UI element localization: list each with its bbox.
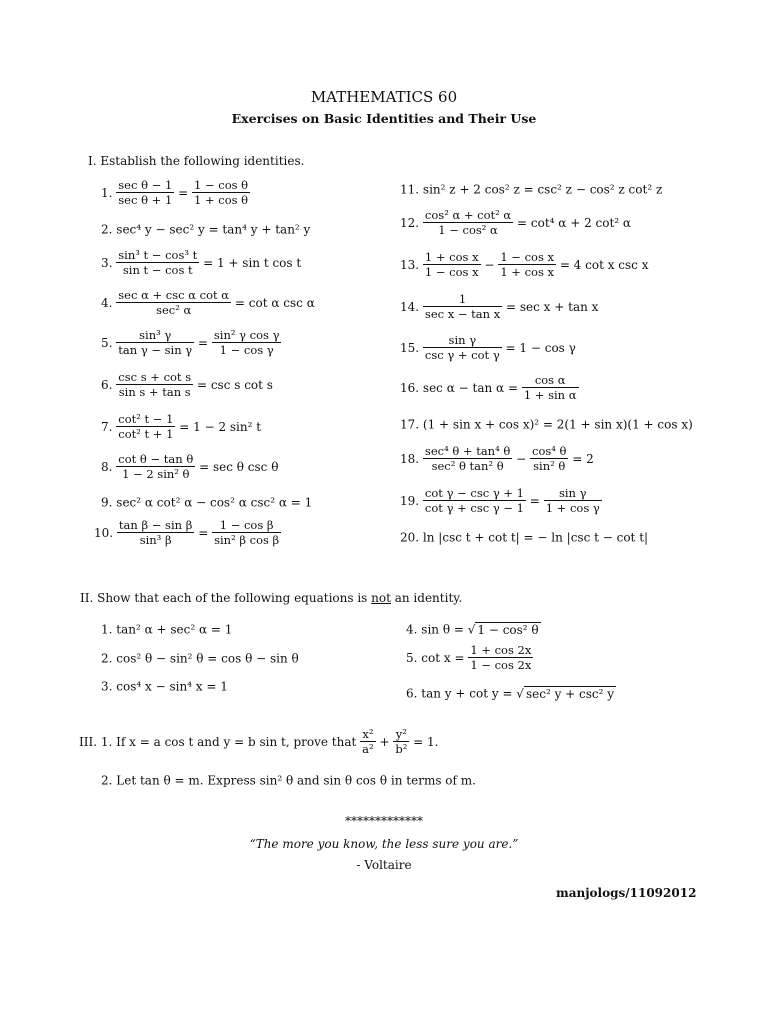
identity-11: 11. sin² z + 2 cos² z = csc² z − cos² z cot² z <box>400 182 663 197</box>
document-tag: manjologs/11092012 <box>556 886 697 900</box>
identity-7: 7. $\frac{\text{cot² t − 1}}{\text{cot² t + 1}}$ = 1 − 2 sin² t <box>101 412 262 442</box>
identity-13: 13. $\frac{\text{1 + cos x}}{\text{1 − cos x}}$ − $\frac{\text{1 − cos x}}{\text{1 + cos x}}$ = 4 cot x csc x <box>400 250 649 280</box>
separator-stars: ************* <box>345 814 423 828</box>
identity-20: 20. ln |csc t + cot t| = − ln |csc t − cot t| <box>400 530 649 545</box>
identity-15: 15. $\frac{\text{sin γ}}{\text{csc γ + cot γ}}$ = 1 − cos γ <box>400 333 576 363</box>
section-3-item-2: 2. Let tan θ = m. Express sin² θ and sin θ cos θ in terms of m. <box>101 773 476 788</box>
non-identity-5: 5. cot x = $\frac{1 + \cos 2x}{1 - \cos 2x}$ <box>406 643 532 673</box>
identity-16: 16. sec α − tan α = $\frac{\text{cos α}}{\text{1 + sin α}}$ <box>400 373 577 403</box>
identity-9: 9. sec² α cot² α − cos² α csc² α = 1 <box>101 495 313 510</box>
identity-17: 17. (1 + sin x + cos x)² = 2(1 + sin x)(1 + cos x) <box>400 417 693 432</box>
identity-6: 6. $\frac{\text{csc s + cot s}}{\text{sin s + tan s}}$ = csc s cot s <box>101 370 273 400</box>
page-title: MATHEMATICS 60 <box>310 88 458 106</box>
not-emphasis: not <box>371 591 391 605</box>
identity-5: 5. $\frac{\text{sin³ γ}}{\text{tan γ − sin γ}}$ = $\frac{\text{sin² γ cos γ}}{\text{1 − cos γ}}$ <box>101 328 280 358</box>
non-identity-4: 4. sin θ = √ 1 − cos² θ <box>406 622 539 637</box>
identity-12: 12. $\frac{\text{cos² α + cot² α}}{\text{1 − cos² α}}$ = cot⁴ α + 2 cot² α <box>400 208 632 238</box>
non-identity-2: 2. cos² θ − sin² θ = cos θ − sin θ <box>101 651 299 666</box>
identity-10: 10. $\frac{\text{tan β − sin β}}{\text{sin³ β}}$ = $\frac{\text{1 − cos β}}{\text{sin² β cos β}}$ <box>94 518 280 548</box>
identity-19: 19. $\frac{\text{cot γ − csc γ + 1}}{\text{cot γ + csc γ − 1}}$ = $\frac{\text{sin γ}}{\text{1 + cos γ}}$ <box>400 486 600 516</box>
non-identity-3: 3. cos⁴ x − sin⁴ x = 1 <box>101 679 228 694</box>
non-identity-1: 1. tan² α + sec² α = 1 <box>101 622 233 637</box>
quote: “The more you know, the less sure you are.” <box>249 837 519 851</box>
identity-3: 3. $\frac{\text{sin³ t − cos³ t}}{\text{sin t − cos t}}$ = 1 + sin t cos t <box>101 248 302 278</box>
identity-14: 14. $\frac{1}{\text{sec x − tan x}}$ = sec x + tan x <box>400 292 599 322</box>
non-identity-6: 6. tan y + cot y = √ sec² y + csc² y <box>406 686 615 701</box>
section-2-heading: II. Show that each of the following equations is not an identity. <box>80 591 463 605</box>
page-subtitle: Exercises on Basic Identities and Their Use <box>231 111 537 126</box>
identity-1: 1. $\frac{\text{sec θ − 1}}{\text{sec θ + 1}}$ = $\frac{\text{1 − cos θ}}{\text{1 + cos θ}}$ <box>101 178 249 208</box>
identity-18: 18. $\frac{\text{sec⁴ θ + tan⁴ θ}}{\text{sec² θ tan² θ}}$ − $\frac{\text{cos⁴ θ}}{\text{sin² θ}}$ = 2 <box>400 444 594 474</box>
identity-4: 4. $\frac{\text{sec α + csc α cot α}}{\text{sec² α}}$ = cot α csc α <box>101 288 315 318</box>
identity-2: 2. sec⁴ y − sec² y = tan⁴ y + tan² y <box>101 222 311 237</box>
identity-8: 8. $\frac{\text{cot θ − tan θ}}{\text{1 − 2 sin² θ}}$ = sec θ csc θ <box>101 452 279 482</box>
quote-author: - Voltaire <box>356 858 412 872</box>
section-3-item-1: III. 1. If x = a cos t and y = b sin t, prove that $\frac{\text{x²}}{\text{a²}}$ + $\frac{\text{y²}}{\text{b²}}$ = 1. <box>79 727 439 757</box>
section-1-heading: I. Establish the following identities. <box>88 154 305 168</box>
